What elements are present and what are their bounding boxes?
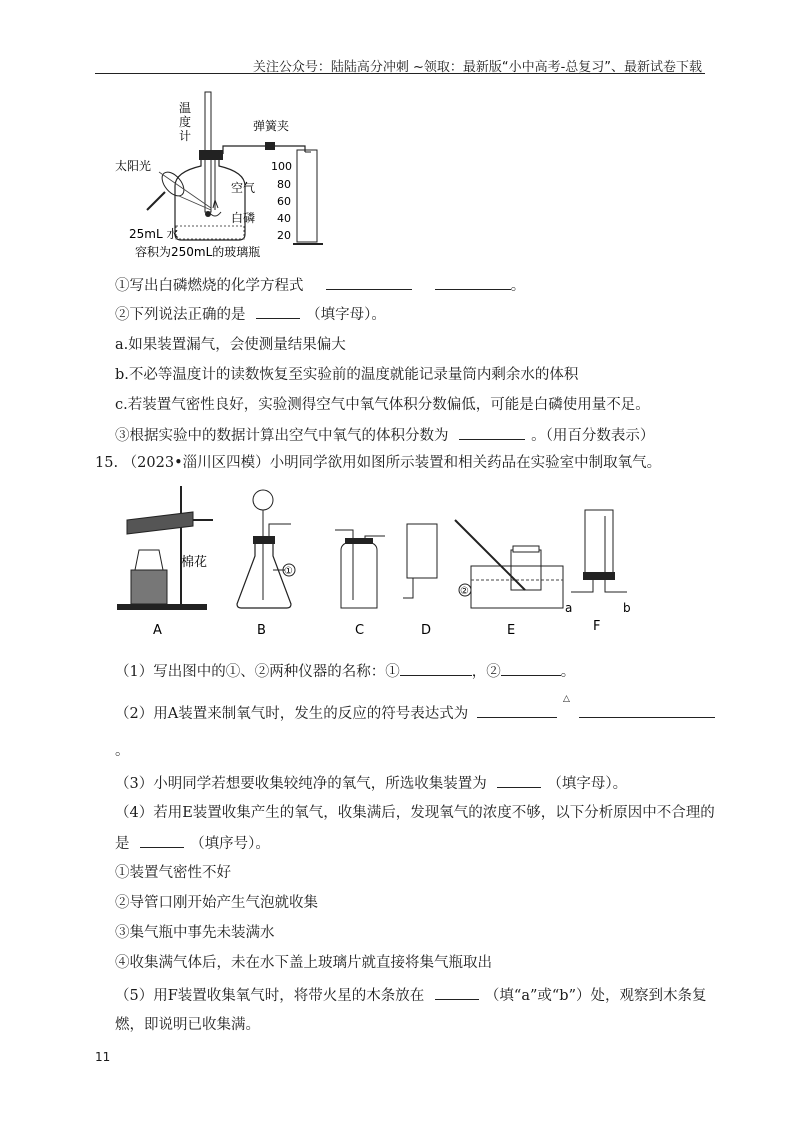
marker-2: ② bbox=[460, 586, 469, 597]
figure-apparatus-a-f bbox=[95, 480, 715, 640]
q15-p2: （2）用A装置来制氧气时，发生的反应的符号表达式为 bbox=[115, 704, 715, 723]
q14-s1-blank-2[interactable] bbox=[435, 276, 511, 290]
q15-p5: （5）用F装置收集氧气时，将带火星的木条放在 （填“a”或“b”）处，观察到木条复 bbox=[115, 988, 707, 1004]
q14-s3: ③根据实验中的数据计算出空气中氧气的体积分数为 。（用百分数表示） bbox=[115, 428, 655, 444]
marker-1: ① bbox=[284, 566, 293, 577]
label-water: 25mL 水 bbox=[129, 227, 179, 241]
apparatus-b bbox=[237, 490, 295, 608]
q15-option-3: ③集气瓶中事先未装满水 bbox=[115, 925, 275, 941]
scale-40: 40 bbox=[277, 212, 291, 225]
page-header: 关注公众号：陆陆高分冲刺 ~领取：最新版“小中高考-总复习”、最新试卷下载 bbox=[252, 60, 702, 75]
q15-p1: （1）写出图中的①、②两种仪器的名称：① ，② 。 bbox=[115, 664, 576, 680]
label-e: E bbox=[507, 623, 516, 638]
q14-s2-blank[interactable] bbox=[256, 305, 300, 319]
label-bottle: 容积为250mL的玻璃瓶 bbox=[135, 245, 261, 259]
label-f-b: b bbox=[623, 601, 631, 615]
q15-p1-blank-2[interactable] bbox=[501, 662, 561, 676]
q15-p5-blank[interactable] bbox=[435, 986, 479, 1000]
scale-60: 60 bbox=[277, 195, 291, 208]
label-thermometer-2: 度 bbox=[179, 115, 192, 129]
q15-p3: （3）小明同学若想要收集较纯净的氧气，所选收集装置为 （填字母）。 bbox=[115, 776, 628, 792]
q15-p2-end: 。 bbox=[115, 743, 130, 759]
q15-p2-blank-2[interactable] bbox=[579, 704, 715, 718]
q15-p4b: 是 （填序号）。 bbox=[115, 836, 270, 852]
apparatus-a bbox=[117, 486, 213, 610]
label-cotton: 棉花 bbox=[181, 555, 208, 570]
apparatus-d bbox=[403, 524, 437, 598]
figure-phosphorus-apparatus bbox=[115, 88, 355, 268]
header-rule bbox=[95, 73, 705, 74]
q14-s2: ②下列说法正确的是 （填字母）。 bbox=[115, 307, 386, 323]
label-c: C bbox=[355, 623, 365, 638]
label-air: 空气 bbox=[231, 181, 256, 195]
label-sun: 太阳光 bbox=[115, 159, 152, 173]
label-phosphorus: 白磷 bbox=[231, 211, 256, 225]
q15-option-4: ④收集满气体后，未在水下盖上玻璃片就直接将集气瓶取出 bbox=[115, 955, 492, 971]
heat-mark: △ bbox=[563, 694, 570, 704]
label-d: D bbox=[421, 623, 432, 638]
q15-p4: （4）若用E装置收集产生的氧气，收集满后，发现氧气的浓度不够，以下分析原因中不合理的 bbox=[115, 805, 715, 821]
q15-p1-blank-1[interactable] bbox=[400, 662, 472, 676]
q15-p3-blank[interactable] bbox=[497, 774, 541, 788]
q14-option-c: c.若装置气密性良好，实验测得空气中氧气体积分数偏低，可能是白磷使用量不足。 bbox=[115, 397, 650, 413]
apparatus-e bbox=[455, 520, 563, 608]
scale-80: 80 bbox=[277, 178, 291, 191]
q14-s3-blank[interactable] bbox=[459, 426, 525, 440]
label-b: B bbox=[257, 623, 266, 638]
q15-stem: 15. （2023•淄川区四模）小明同学欲用如图所示装置和相关药品在实验室中制取氧气。 bbox=[95, 455, 662, 471]
label-f: F bbox=[593, 619, 601, 634]
q15-option-2: ②导管口刚开始产生气泡就收集 bbox=[115, 895, 318, 911]
label-thermometer-1: 温 bbox=[179, 101, 192, 115]
q15-p2-blank-1[interactable] bbox=[477, 704, 557, 718]
q14-option-b: b.不必等温度计的读数恢复至实验前的温度就能记录量筒内剩余水的体积 bbox=[115, 367, 579, 383]
label-a: A bbox=[153, 623, 162, 638]
apparatus-c bbox=[335, 530, 385, 608]
label-thermometer-3: 计 bbox=[179, 129, 192, 143]
scale-20: 20 bbox=[277, 229, 291, 242]
label-f-a: a bbox=[565, 601, 573, 615]
q14-option-a: a.如果装置漏气，会使测量结果偏大 bbox=[115, 337, 346, 353]
scale-100: 100 bbox=[271, 160, 292, 173]
q14-s1-blank-1[interactable] bbox=[326, 276, 412, 290]
q15-option-1: ①装置气密性不好 bbox=[115, 865, 231, 881]
q15-p4-blank[interactable] bbox=[140, 834, 184, 848]
apparatus-f bbox=[565, 510, 631, 615]
page-number: 11 bbox=[95, 1050, 111, 1064]
q14-s1: ①写出白磷燃烧的化学方程式 。 bbox=[115, 278, 526, 294]
q15-p5b: 燃，即说明已收集满。 bbox=[115, 1017, 260, 1033]
label-clamp: 弹簧夹 bbox=[253, 119, 290, 133]
